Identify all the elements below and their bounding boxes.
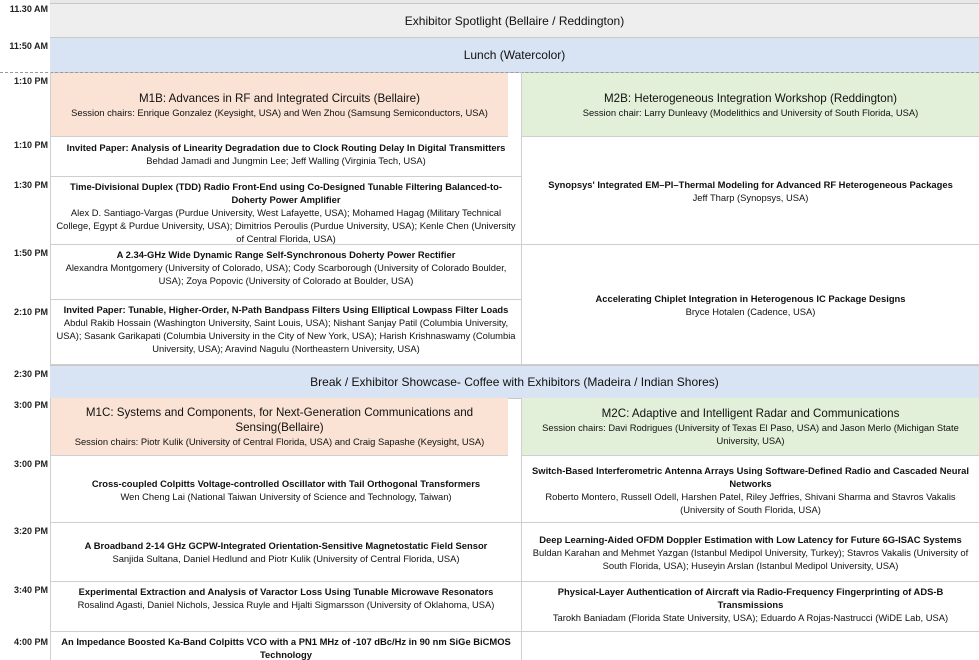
time-label: 11:50 AM: [9, 41, 48, 51]
break-band: [50, 365, 979, 399]
paper-entry: [51, 245, 521, 300]
paper-title: Synopsys' Integrated EM–PI–Thermal Modeling for Advanced RF Heterogeneous Packages: [548, 179, 953, 190]
paper-title: Cross-coupled Colpitts Voltage-controlled Oscillator with Tail Orthogonal Transformers: [91, 477, 481, 489]
paper-entry: [51, 523, 521, 582]
paper-title: Experimental Extraction and Analysis of Varactor Loss Using Tunable Microwave Resonators: [78, 586, 494, 597]
paper-authors: Abdul Rakib Hossain (Washington University, Saint Louis, USA); Nishant Sanjay Patil (Columbia University, USA); Sasank Garikapati (Columbia University in the City of New York, USA); Harish Krishnaswamy (Columbia University, USA); Aravind Nagulu (Northeastern University, USA): [56, 317, 516, 354]
time-label: 4:00 PM: [13, 637, 48, 647]
paper-title: A 2.34-GHz Wide Dynamic Range Self-Synchronous Doherty Power Rectifier: [116, 249, 456, 260]
paper-entry: [51, 632, 521, 660]
paper-title: A Broadband 2-14 GHz GCPW-Integrated Orientation-Sensitive Magnetostatic Field Sensor: [84, 540, 488, 551]
paper-entry: [522, 138, 979, 245]
band-label: Break / Exhibitor Showcase- Coffee with Exhibitors (Madeira / Indian Shores): [310, 375, 719, 389]
paper-authors: Alexandra Montgomery (University of Colorado, USA); Cody Scarborough (University of Colorado Boulder, USA); Zoya Popovic (University of Colorado at Boulder, USA): [65, 262, 507, 286]
time-label: 11.30 AM: [9, 4, 48, 14]
paper-authors: Tarokh Baniadam (Florida State University, USA); Eduardo A Rojas-Nastrucci (WiDE Lab, USA): [552, 612, 949, 623]
paper-entry: [51, 300, 521, 365]
time-label: 2:30 PM: [13, 369, 48, 379]
time-label: 3:00 PM: [13, 459, 48, 469]
paper-authors: Behdad Jamadi and Jungmin Lee; Jeff Walling (Virginia Tech, USA): [146, 155, 426, 166]
time-label: 3:00 PM: [13, 400, 48, 410]
paper-title: Switch-Based Interferometric Antenna Arrays Using Software-Defined Radio and Cascaded Neural Networks: [532, 464, 969, 489]
paper-title: Time-Divisional Duplex (TDD) Radio Front-End using Co-Designed Tunable Filtering Balanced-to-Doherty Power Amplifier: [70, 181, 502, 205]
paper-title: Invited Paper: Analysis of Linearity Degradation due to Clock Routing Delay In Digital Transmitters: [66, 142, 506, 153]
paper-entry: [51, 138, 521, 177]
paper-entry: [51, 582, 521, 632]
paper-entry: [51, 177, 521, 245]
paper-entry: [522, 457, 979, 523]
paper-entry: [522, 245, 979, 365]
session-chairs: Session chair: Larry Dunleavy (Modelithics and University of South Florida, USA): [582, 106, 919, 118]
band-label: Exhibitor Spotlight (Bellaire / Reddington): [404, 14, 625, 28]
session-header-m1c: [51, 398, 508, 456]
session-title: M1C: Systems and Components, for Next-Generation Communications and Sensing(Bellaire): [85, 406, 474, 434]
session-chairs: Session chairs: Davi Rodrigues (University of Texas El Paso, USA) and Jason Merlo (Michigan State University, USA): [542, 422, 959, 446]
session-title: M2B: Heterogeneous Integration Workshop (Reddington): [603, 91, 898, 105]
time-label: 3:40 PM: [13, 585, 48, 595]
time-label: 1:10 PM: [13, 76, 48, 86]
time-label: 1:30 PM: [13, 180, 48, 190]
paper-authors: Roberto Montero, Russell Odell, Harshen Patel, Riley Jeffries, Shivani Sharma and Stavros Vakalis (University of South Florida, USA): [545, 490, 956, 515]
paper-title: Physical-Layer Authentication of Aircraft via Radio-Frequency Fingerprinting of ADS-B Transmissions: [557, 586, 944, 610]
time-label: 2:10 PM: [13, 307, 48, 317]
paper-entry: [522, 582, 979, 632]
paper-authors: Rosalind Agasti, Daniel Nichols, Jessica Ruyle and Hjalti Sigmarsson (University of Oklahoma, USA): [77, 599, 495, 610]
paper-title: Invited Paper: Tunable, Higher-Order, N-Path Bandpass Filters Using Elliptical Lowpass Filter Loads: [63, 304, 509, 315]
paper-entry: [522, 523, 979, 582]
paper-authors: Alex D. Santiago-Vargas (Purdue University, West Lafayette, USA); Mohamed Hagag (Military Technical College, Egypt & Purdue University, USA); Dimitrios Peroulis (Purdue University, USA); Kenle Chen (University of Central Florida, USA): [56, 207, 516, 244]
paper-authors: Bryce Hotalen (Cadence, USA): [685, 305, 816, 317]
paper-authors: Jeff Tharp (Synopsys, USA): [692, 192, 809, 203]
band-label: Lunch (Watercolor): [463, 48, 566, 62]
session-header-m2b: [522, 73, 979, 137]
time-label: 3:20 PM: [13, 526, 48, 536]
exhibitor-spotlight-band: [50, 3, 979, 39]
lunch-band: [50, 37, 979, 73]
session-title: M1B: Advances in RF and Integrated Circuits (Bellaire): [139, 91, 420, 105]
paper-authors: Wen Cheng Lai (National Taiwan University of Science and Technology, Taiwan): [120, 490, 452, 502]
paper-title: Accelerating Chiplet Integration in Heterogenous IC Package Designs: [595, 292, 906, 304]
session-header-m2c: [522, 398, 979, 456]
paper-authors: Buldan Karahan and Mehmet Yazgan (Istanbul Medipol University, Turkey); Stavros Vakalis (University of South Florida, USA); Huseyin Arslan (Istanbul Medipol University, USA): [532, 546, 969, 571]
paper-title: An Impedance Boosted Ka-Band Colpitts VCO with a PN1 MHz of -107 dBc/Hz in 90 nm SiGe BiCMOS Technology: [61, 636, 511, 660]
paper-title: Deep Learning-Aided OFDM Doppler Estimation with Low Latency for Future 6G-ISAC Systems: [539, 533, 962, 545]
time-label: 1:10 PM: [13, 140, 48, 150]
paper-authors: Sanjida Sultana, Daniel Hedlund and Piotr Kulik (University of Central Florida, USA): [112, 553, 460, 564]
time-label: 1:50 PM: [13, 248, 48, 258]
session-header-m1b: [51, 73, 508, 137]
session-chairs: Session chairs: Piotr Kulik (University of Central Florida, USA) and Craig Sapashe (Keysight, USA): [74, 436, 485, 447]
paper-entry: [51, 457, 521, 523]
session-chairs: Session chairs: Enrique Gonzalez (Keysight, USA) and Wen Zhou (Samsung Semiconductors, USA): [71, 106, 488, 118]
session-title: M2C: Adaptive and Intelligent Radar and Communications: [601, 407, 900, 420]
